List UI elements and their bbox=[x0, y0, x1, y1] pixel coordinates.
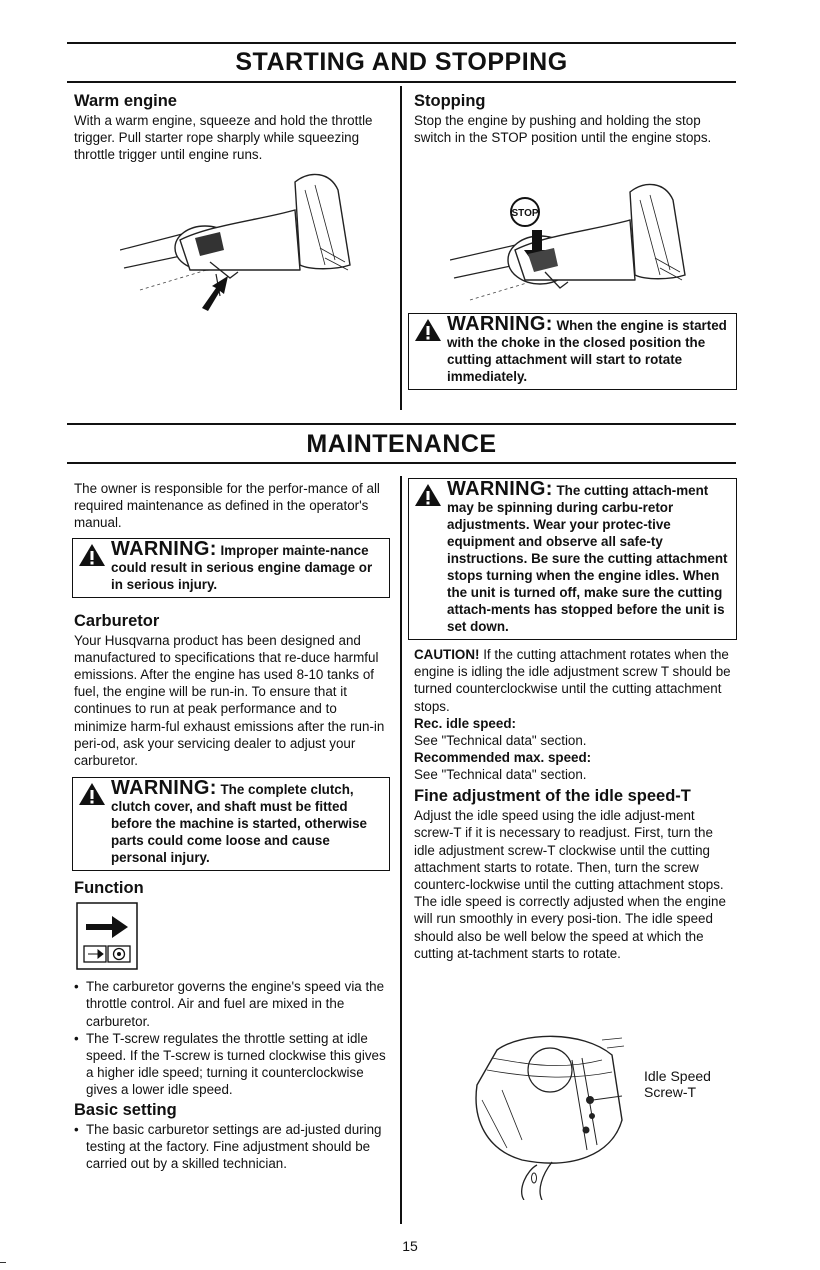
stopping-section bbox=[414, 92, 736, 146]
rec-max-label: Recommended max. speed: bbox=[414, 750, 592, 766]
rec-max-text: See "Technical data" section. bbox=[414, 767, 587, 783]
warning-maintenance-box bbox=[72, 538, 390, 598]
warning-carburetor-adjust-text bbox=[415, 478, 730, 635]
warning-body: When the engine is started with the choke in the closed position the cutting attachment will start to rotate immediately. bbox=[447, 318, 727, 384]
function-heading: Function bbox=[74, 879, 144, 898]
idle-label-line-1: Idle Speed bbox=[644, 1068, 711, 1084]
scan-corner-mark bbox=[0, 1262, 6, 1263]
fine-adjustment-heading: Fine adjustment of the idle speed-T bbox=[414, 787, 691, 806]
fine-adjustment-text: Adjust the idle speed using the idle adjust-ment screw-T if it is necessary to readjust. First, turn the idle adjustment screw-T clockwise until the cutting attachment starts to rotate. Then, turn the screw counterc-lockwise until the cutting attachment stops. The idle speed is correctly adjusted when the engine will run smoothly in every posi-tion. The idle speed should also be well below the speed at which the cutting at-tachment starts to rotate. bbox=[414, 808, 726, 961]
warm-engine-heading: Warm engine bbox=[74, 92, 177, 110]
caution-word: CAUTION! bbox=[414, 647, 480, 662]
caution-text: If the cutting attachment rotates when the engine is idling the idle adjustment screw T should be turned counterclockwise until the cutting attachment stops. bbox=[414, 647, 731, 714]
section-title-maintenance: MAINTENANCE bbox=[306, 430, 497, 458]
basic-setting-heading: Basic setting bbox=[74, 1100, 177, 1119]
rec-idle-text: See "Technical data" section. bbox=[414, 732, 587, 748]
rec-idle-label: Rec. idle speed: bbox=[414, 715, 516, 731]
warning-clutch-box bbox=[72, 777, 390, 871]
maintenance-right-column bbox=[408, 478, 737, 962]
maintenance-intro: The owner is responsible for the perfor-mance of all required maintenance as defined in the operator's manual. bbox=[74, 481, 380, 531]
basic-bullet-list bbox=[74, 1121, 390, 1173]
basic-bullet: • The basic carburetor settings are ad-justed during testing at the factory. Fine adjustment should be carried out by a skilled technician. bbox=[74, 1121, 390, 1173]
warning-carburetor-adjust-box bbox=[408, 478, 737, 640]
warning-choke-text bbox=[415, 313, 730, 385]
top-rule bbox=[67, 42, 736, 44]
stopping-heading: Stopping bbox=[414, 92, 486, 110]
warning-word: WARNING: bbox=[447, 313, 553, 335]
function-bullet-list bbox=[74, 978, 390, 1098]
warning-triangle-icon bbox=[414, 483, 442, 507]
warning-triangle-icon bbox=[78, 782, 106, 806]
rule-above-maintenance bbox=[67, 423, 736, 425]
stopping-text: Stop the engine by pushing and holding the stop switch in the STOP position until the engine stops. bbox=[414, 113, 712, 146]
warning-choke-box bbox=[408, 313, 737, 390]
idle-label-line-2: Screw-T bbox=[644, 1084, 697, 1100]
warm-engine-section bbox=[74, 92, 388, 164]
carburetor-function-icon bbox=[76, 902, 138, 972]
carburetor-text: Your Husqvarna product has been designed and manufactured to specifications that re-duce harmful emissions. After the engine has used 8-10 tanks of fuel, the engine will be run-in. To ensure that it continues to run at peak performance and to minimize harm-ful exhaust emissions after the run-in peri-od, ask your servicing dealer to adjust your carburetor. bbox=[74, 632, 385, 769]
maintenance-left-column bbox=[74, 480, 390, 1172]
rule-under-starting bbox=[67, 81, 736, 83]
warning-word: WARNING: bbox=[111, 537, 217, 560]
page-number: 15 bbox=[402, 1238, 418, 1254]
warning-body: The complete clutch, clutch cover, and shaft must be fitted before the machine is started, otherwise parts could come loose and cause personal injury. bbox=[111, 782, 367, 866]
stop-switch-illustration bbox=[450, 168, 690, 318]
idle-speed-screw-label bbox=[644, 1068, 711, 1100]
warning-word: WARNING: bbox=[447, 478, 553, 500]
warning-body: Improper mainte-nance could result in serious engine damage or in serious injury. bbox=[111, 542, 373, 592]
function-bullet: • The T-screw regulates the throttle setting at idle speed. If the T-screw is turned clockwise this gives a higher idle speed; turning it counterclockwise gives a lower idle speed. bbox=[74, 1030, 390, 1099]
caution-paragraph bbox=[414, 646, 737, 715]
column-divider-top bbox=[400, 86, 402, 410]
warning-maintenance-text bbox=[79, 537, 383, 593]
column-divider-bottom bbox=[400, 476, 402, 1224]
right-text-block bbox=[408, 646, 737, 962]
warning-triangle-icon bbox=[414, 318, 442, 342]
function-bullet: • The carburetor governs the engine's speed via the throttle control. Air and fuel are mixed in the carburetor. bbox=[74, 978, 390, 1030]
throttle-trigger-illustration bbox=[120, 170, 360, 315]
rule-under-maintenance bbox=[67, 462, 736, 464]
warm-engine-text: With a warm engine, squeeze and hold the throttle trigger. Pull starter rope sharply while squeezing throttle trigger until engine runs. bbox=[74, 113, 373, 163]
section-title-starting: STARTING AND STOPPING bbox=[235, 48, 568, 76]
warning-body: The cutting attach-ment may be spinning during carbu-retor adjustments. Wear your protec-tive equipment and observe all safe-ty instructions. Be sure the cutting attachment stops turning when the engine idles. When the unit is turned off, make sure the cutting attach-ments has stopped before the unit is set down. bbox=[447, 483, 728, 634]
stop-icon-label: STOP bbox=[511, 208, 539, 219]
warning-triangle-icon bbox=[78, 543, 106, 567]
warning-clutch-text bbox=[79, 777, 383, 866]
warning-word: WARNING: bbox=[111, 777, 217, 800]
idle-speed-screw-illustration bbox=[462, 1030, 632, 1200]
carburetor-heading: Carburetor bbox=[74, 611, 160, 630]
